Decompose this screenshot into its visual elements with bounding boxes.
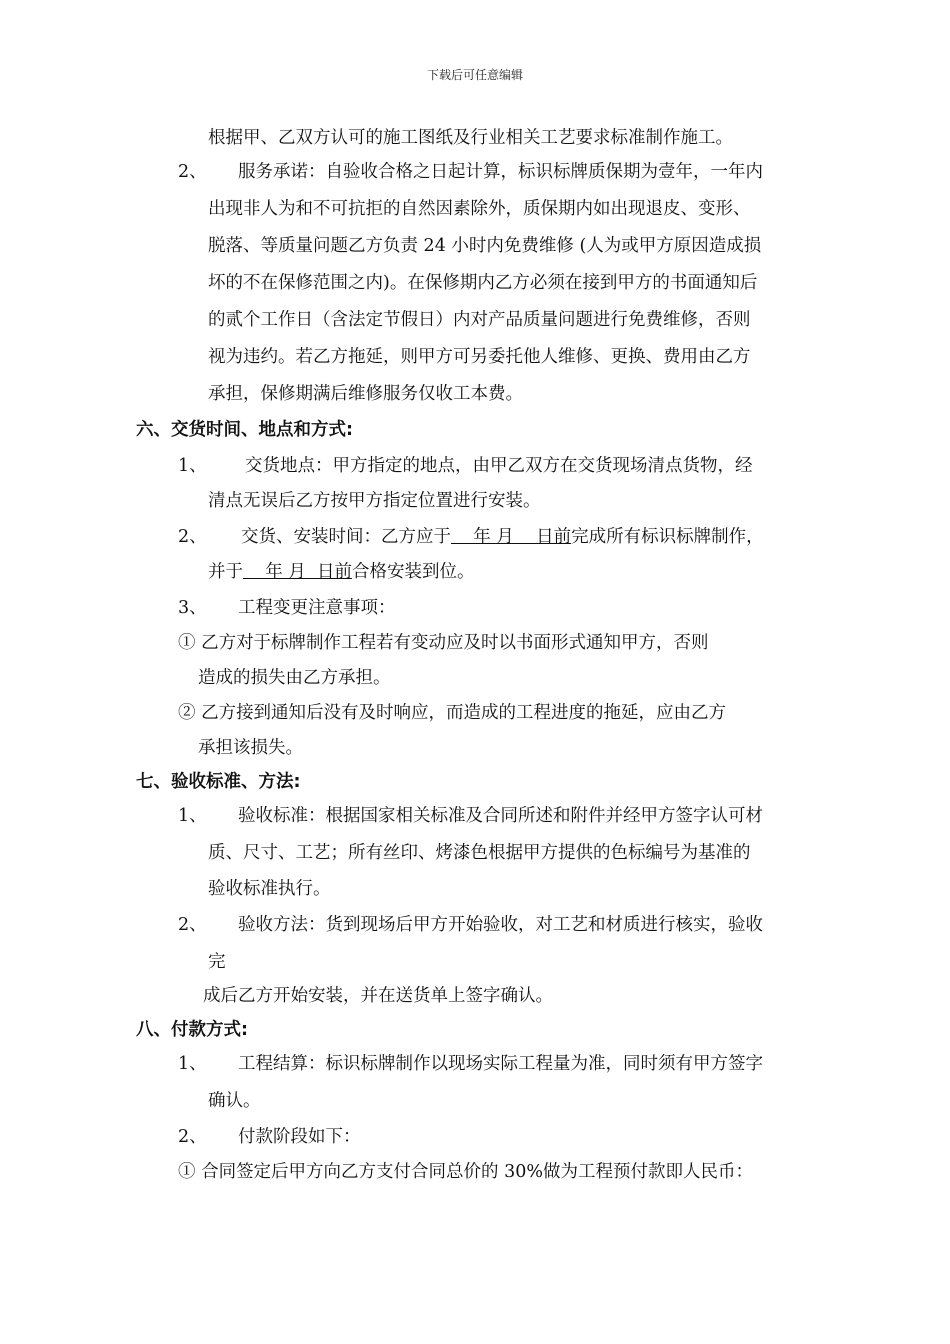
paragraph-line: 的贰个工作日（含法定节假日）内对产品质量问题进行免费维修，否则 (208, 310, 751, 330)
paragraph-line: 工程变更注意事项： (238, 598, 396, 618)
paragraph-line: 质、尺寸、工艺；所有丝印、烤漆色根据甲方提供的色标编号为基准的 (208, 843, 751, 863)
paragraph-line: 造成的损失由乙方承担。 (198, 668, 391, 688)
item-number: 3、 (178, 598, 207, 618)
paragraph-line: 承担，保修期满后维修服务仅收工本费。 (208, 384, 523, 404)
paragraph-line: 坏的不在保修范围之内)。在保修期内乙方必须在接到甲方的书面通知后 (208, 273, 758, 293)
paragraph-line: ② 乙方接到通知后没有及时响应，而造成的工程进度的拖延，应由乙方 (178, 703, 727, 723)
section-heading: 六、交货时间、地点和方式: (136, 420, 353, 440)
paragraph-line: 出现非人为和不可抗拒的自然因素除外，质保期内如出现退皮、变形、 (208, 199, 751, 219)
section-heading: 八、付款方式: (136, 1020, 248, 1040)
paragraph-line: ① 乙方对于标牌制作工程若有变动应及时以书面形式通知甲方，否则 (178, 633, 709, 653)
paragraph-line: 承担该损失。 (198, 738, 303, 758)
text-span: 完成所有标识标牌制作， (571, 527, 764, 547)
paragraph-line (208, 561, 474, 583)
date-blank: 年 月 日前 (243, 562, 352, 582)
header-note: 下载后可任意编辑 (426, 68, 523, 82)
paragraph-line: 根据甲、乙双方认可的施工图纸及行业相关工艺要求标准制作施工。 (208, 128, 733, 148)
paragraph-line: 脱落、等质量问题乙方负责 24 小时内免费维修 (人为或甲方原因造成损 (208, 236, 762, 256)
text-span: 合格安装到位。 (351, 562, 475, 582)
item-number: 2、 (178, 162, 207, 182)
paragraph-line (241, 526, 764, 548)
item-number: 1、 (178, 456, 207, 476)
paragraph-line: 验收方法：货到现场后甲方开始验收，对工艺和材质进行核实，验收 (238, 915, 763, 935)
date-blank: 年 月 日前 (451, 527, 572, 547)
paragraph-line: 视为违约。若乙方拖延，则甲方可另委托他人维修、更换、费用由乙方 (208, 347, 751, 367)
paragraph-line: 完 (208, 952, 226, 972)
paragraph-line: 成后乙方开始安装，并在送货单上签字确认。 (203, 986, 553, 1006)
text-span: 并于 (208, 562, 243, 582)
item-number: 2、 (178, 915, 207, 935)
paragraph-line: 付款阶段如下： (238, 1127, 361, 1147)
section-heading: 七、验收标准、方法: (136, 772, 301, 792)
item-number: 1、 (178, 1054, 207, 1074)
item-number: 1、 (178, 806, 207, 826)
paragraph-line: 交货地点：甲方指定的地点，由甲乙双方在交货现场清点货物，经 (245, 456, 753, 476)
paragraph-line: 工程结算：标识标牌制作以现场实际工程量为准，同时须有甲方签字 (238, 1054, 763, 1074)
item-number: 2、 (178, 1127, 207, 1147)
paragraph-line: 验收标准执行。 (208, 879, 331, 899)
item-number: 2、 (178, 527, 207, 547)
paragraph-line: 验收标准：根据国家相关标准及合同所述和附件并经甲方签字认可材 (238, 806, 763, 826)
paragraph-line: ① 合同签定后甲方向乙方支付合同总价的 30%做为工程预付款即人民币： (178, 1162, 754, 1182)
paragraph-line: 清点无误后乙方按甲方指定位置进行安装。 (208, 491, 541, 511)
paragraph-line: 服务承诺：自验收合格之日起计算，标识标牌质保期为壹年，一年内 (238, 162, 763, 182)
paragraph-line: 确认。 (208, 1091, 261, 1111)
text-span: 交货、安装时间：乙方应于 (241, 527, 451, 547)
